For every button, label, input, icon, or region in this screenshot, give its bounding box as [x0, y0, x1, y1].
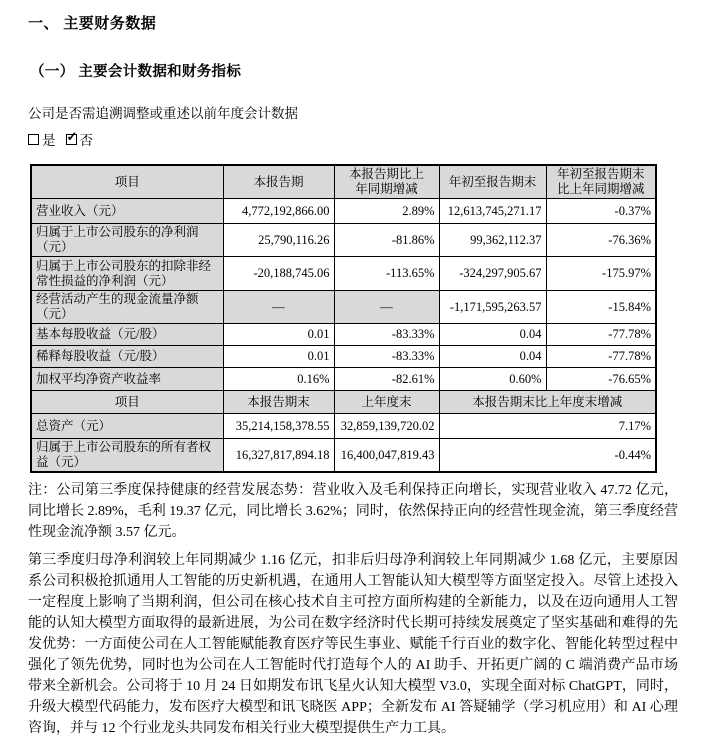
table-row-revenue: [31, 199, 656, 224]
restate-question: 公司是否需追溯调整或重述以前年度会计数据: [28, 106, 298, 121]
row-label: 经营活动产生的现金流量净额（元）: [31, 291, 223, 324]
cell-value: —: [334, 291, 439, 324]
cell-value: -83.33%: [334, 324, 439, 346]
cell-value: 7.17%: [439, 414, 656, 439]
cell-value: -1,171,595,263.57: [439, 291, 546, 324]
checkbox-checked-icon: ✓: [66, 128, 78, 144]
cell-value: 99,362,112.37: [439, 224, 546, 257]
cell-value: 0.04: [439, 324, 546, 346]
column-header: 本报告期末比上年度末增减: [439, 391, 656, 414]
note-paragraph-2: 第三季度归母净利润较上年同期减少 1.16 亿元，扣非后归母净利润较上年同期减少 1.68 亿元，主要原因系公司积极抢抓通用人工智能的历史新机遇，在通用人工智能认知大模型等方面坚定投入。尽管上述投入一定程度上影响了当期利润，但公司在核心技术自主可控方面所构建的全新能力，以及在迈向通用人工智能的认知大模型方面取得的最新进展，为公司在数字经济时代长期可持续发展奠定了坚实基础和难得的先发优势：一方面使公司在人工智能赋能教育医疗等民生事业、赋能千行百业的数字化、智能化转型过程中强化了领先优势，同时也为公司在人工智能时代打造每个人的 AI 助手、开拓更广阔的 C 端消费产品市场带来全新机会。公司将于 10 月 24 日如期发布讯飞星火认知大模型 V3.0，实现全面对标 ChatGPT，同时，升级大模型代码能力，发布医疗大模型和讯飞晓医 APP；全新发布 AI 答疑辅学（学习机应用）和 AI 心理咨询，并与 12 个行业龙头共同发布相关行业大模型提供生产力工具。: [28, 553, 678, 736]
row-label: 归属于上市公司股东的所有者权益（元）: [31, 439, 223, 473]
cell-value: -20,188,745.06: [223, 257, 334, 291]
cell-value: -0.37%: [546, 199, 656, 224]
cell-value: -77.78%: [546, 346, 656, 368]
cell-value: -0.44%: [439, 439, 656, 473]
cell-value: 0.60%: [439, 368, 546, 391]
column-header: 本报告期比上年同期增减: [334, 165, 439, 199]
table-header-row-2: [31, 391, 656, 414]
page-title: 一、 主要财务数据: [28, 16, 157, 32]
cell-value: 16,327,817,894.18: [223, 439, 334, 473]
cell-value: 0.01: [223, 346, 334, 368]
cell-value: 16,400,047,819.43: [334, 439, 439, 473]
column-header: 上年度末: [334, 391, 439, 414]
column-header: 项目: [31, 391, 223, 414]
cell-value: 12,613,745,271.17: [439, 199, 546, 224]
notes-section: [28, 480, 678, 739]
checkbox-no: [66, 129, 94, 149]
checkbox-yes: [28, 129, 56, 149]
section-subtitle: （一） 主要会计数据和财务指标: [30, 64, 242, 80]
cell-value: -113.65%: [334, 257, 439, 291]
cell-value: 4,772,192,866.00: [223, 199, 334, 224]
column-header: 项目: [31, 165, 223, 199]
row-label: 加权平均净资产收益率: [31, 368, 223, 391]
cell-value: -83.33%: [334, 346, 439, 368]
checkbox-no-label: 否: [79, 133, 93, 148]
row-label: 总资产（元）: [31, 414, 223, 439]
cell-value: 25,790,116.26: [223, 224, 334, 257]
column-header: 年初至报告期末: [439, 165, 546, 199]
cell-value: 32,859,139,720.02: [334, 414, 439, 439]
checkbox-yes-label: 是: [42, 133, 56, 148]
row-label: 基本每股收益（元/股）: [31, 324, 223, 346]
table-row-deducted-net-profit: [31, 257, 656, 291]
table-row-total-assets: [31, 414, 656, 439]
cell-value: -77.78%: [546, 324, 656, 346]
cell-value: -81.86%: [334, 224, 439, 257]
cell-value: 0.04: [439, 346, 546, 368]
cell-value: -175.97%: [546, 257, 656, 291]
cell-value: 0.16%: [223, 368, 334, 391]
table-row-basic-eps: [31, 324, 656, 346]
row-label: 营业收入（元）: [31, 199, 223, 224]
row-label: 稀释每股收益（元/股）: [31, 346, 223, 368]
table-row-diluted-eps: [31, 346, 656, 368]
restate-answer-row: [28, 129, 677, 149]
table-row-weighted-roe: [31, 368, 656, 391]
cell-value: 35,214,158,378.55: [223, 414, 334, 439]
table-header-row-1: [31, 165, 656, 199]
cell-value: -324,297,905.67: [439, 257, 546, 291]
cell-value: -82.61%: [334, 368, 439, 391]
cell-value: -76.36%: [546, 224, 656, 257]
note-paragraph-1: 注：公司第三季度保持健康的经营发展态势：营业收入及毛利保持正向增长，实现营业收入 47.72 亿元，同比增长 2.89%，毛利 19.37 亿元，同比增长 3.62%；同时，依然保持正向的经营性现金流，第三季度经营性现金流净额 3.57 亿元。: [28, 483, 678, 540]
cell-value: -76.65%: [546, 368, 656, 391]
row-label: 归属于上市公司股东的净利润（元）: [31, 224, 223, 257]
financial-indicators-table: [30, 164, 657, 473]
column-header: 本报告期: [223, 165, 334, 199]
cell-value: —: [223, 291, 334, 324]
cell-value: 0.01: [223, 324, 334, 346]
column-header: 年初至报告期末比上年同期增减: [546, 165, 656, 199]
checkbox-unchecked-icon: [28, 134, 39, 145]
cell-value: -15.84%: [546, 291, 656, 324]
row-label: 归属于上市公司股东的扣除非经常性损益的净利润（元）: [31, 257, 223, 291]
table-row-net-profit: [31, 224, 656, 257]
table-row-operating-cash-flow: [31, 291, 656, 324]
column-header: 本报告期末: [223, 391, 334, 414]
cell-value: 2.89%: [334, 199, 439, 224]
table-row-owners-equity: [31, 439, 656, 473]
